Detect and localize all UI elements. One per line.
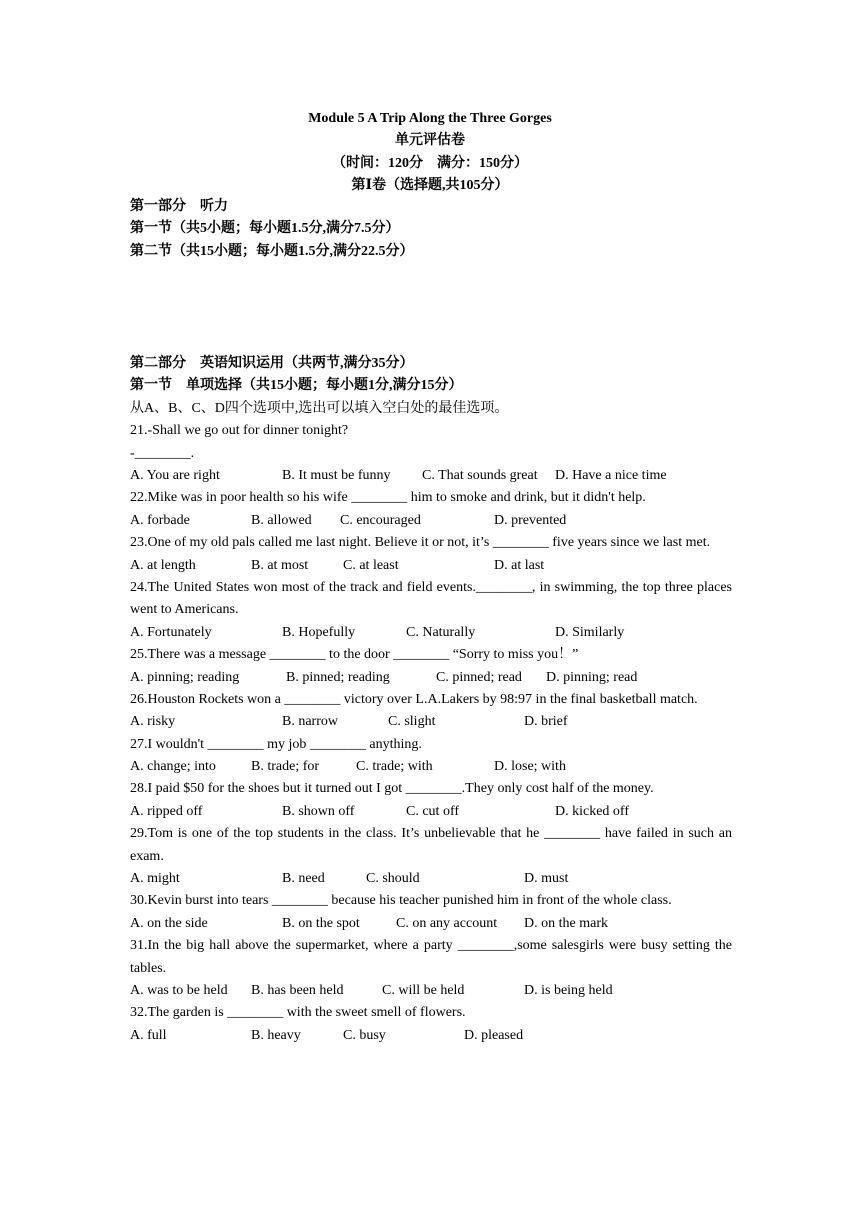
part2-heading: 第二部分 英语知识运用（共两节,满分35分） [130,356,414,371]
option-d[interactable]: D. must [524,871,569,887]
question-options [130,801,732,823]
option-b[interactable]: B. narrow [282,714,338,730]
option-d[interactable]: D. lose; with [494,759,566,775]
option-d[interactable]: D. Have a nice time [555,467,667,483]
option-b[interactable]: B. at most [251,557,309,573]
option-b[interactable]: B. Hopefully [282,624,356,640]
question-options [130,711,732,733]
option-b[interactable]: B. need [282,871,325,887]
option-a[interactable]: A. Fortunately [130,624,212,640]
option-a[interactable]: A. on the side [130,915,208,931]
option-c[interactable]: C. cut off [406,803,460,819]
option-b[interactable]: B. allowed [251,512,312,528]
option-a[interactable]: A. ripped off [130,803,203,819]
question-options [130,465,732,487]
question-stem: 32.The garden is ________ with the sweet smell of flowers. [130,1005,466,1021]
option-b[interactable]: B. It must be funny [282,467,391,483]
question-stem: 27.I wouldn't ________ my job ________ anything. [130,736,422,752]
part2-section1: 第一节 单项选择（共15小题；每小题1分,满分15分） [130,378,463,394]
option-b[interactable]: B. shown off [282,803,355,819]
option-c[interactable]: C. will be held [382,983,465,999]
option-d[interactable]: D. Similarly [555,624,625,640]
option-a[interactable]: A. might [130,871,180,887]
option-b[interactable]: B. on the spot [282,915,360,931]
option-d[interactable]: D. is being held [524,983,613,999]
document-subtitle: 单元评估卷 [395,133,465,149]
question-options [130,980,732,1002]
question-options [130,913,732,935]
option-c[interactable]: C. That sounds great [422,467,538,483]
option-d[interactable]: D. brief [524,714,568,730]
question-stem: 30.Kevin burst into tears ________ because his teacher punished him in front of the whole class. [130,893,672,909]
option-d[interactable]: D. kicked off [555,803,629,819]
option-c[interactable]: C. trade; with [356,759,433,775]
volume-heading: 第Ⅰ卷（选择题,共105分） [351,178,509,194]
question-stem: 21.-Shall we go out for dinner tonight? [130,423,349,439]
option-b[interactable]: B. heavy [251,1027,301,1043]
option-a[interactable]: A. at length [130,557,196,573]
question-options [130,622,732,644]
question-options [130,1025,732,1047]
option-a[interactable]: A. change; into [130,759,216,775]
question-stem: 26.Houston Rockets won a ________ victory over L.A.Lakers by 98:97 in the final basketball match. [130,691,698,707]
option-d[interactable]: D. prevented [494,512,567,528]
option-d[interactable]: D. at last [494,557,545,573]
part1-section1: 第一节（共5小题；每小题1.5分,满分7.5分） [130,221,400,237]
question-options [130,510,732,532]
option-c[interactable]: C. slight [388,714,436,730]
option-b[interactable]: B. has been held [251,983,344,999]
time-score-info: （时间：120分 满分：150分） [332,155,528,171]
question-options [130,756,732,778]
part1-listening [130,196,732,263]
question-stem: 31.In the big hall above the supermarket, where a party ________,some salesgirls were busy setting the tables. [130,938,732,976]
question-stem-reply: -________. [130,445,195,461]
part1-heading: 第一部分 听力 [130,199,228,214]
question-stem: 29.Tom is one of the top students in the class. It’s unbelievable that he ________ have failed in such an exam. [130,826,732,864]
option-a[interactable]: A. full [130,1027,167,1043]
question-stem: 28.I paid $50 for the shoes but it turned out I got ________.They only cost half of the money. [130,781,654,797]
option-c[interactable]: C. encouraged [340,512,421,528]
option-a[interactable]: A. forbade [130,512,190,528]
question-stem: 23.One of my old pals called me last night. Believe it or not, it’s ________ five years since we last met. [130,535,711,551]
option-d[interactable]: D. pinning; read [546,669,638,685]
question-options [130,555,732,577]
option-a[interactable]: A. risky [130,714,176,730]
option-a[interactable]: A. You are right [130,467,220,483]
option-c[interactable]: C. at least [343,557,399,573]
document-header [0,108,860,198]
option-c[interactable]: C. should [366,871,420,887]
question-stem: 22.Mike was in poor health so his wife ________ him to smoke and drink, but it didn't help. [130,490,646,506]
part1-section2: 第二节（共15小题；每小题1.5分,满分22.5分） [130,243,414,259]
option-c[interactable]: C. busy [343,1027,386,1043]
document-title: Module 5 A Trip Along the Three Gorges [308,111,552,126]
option-b[interactable]: B. trade; for [251,759,320,775]
option-c[interactable]: C. pinned; read [436,669,522,685]
option-d[interactable]: D. pleased [464,1027,524,1043]
option-d[interactable]: D. on the mark [524,915,608,931]
option-c[interactable]: C. Naturally [406,624,476,640]
part2-knowledge [130,353,732,1047]
question-options [130,667,732,689]
part2-instruction: 从A、B、C、D四个选项中,选出可以填入空白处的最佳选项。 [130,400,509,416]
option-a[interactable]: A. was to be held [130,983,228,999]
question-stem: 24.The United States won most of the track and field events.________, in swimming, the top three places went to Americans. [130,579,732,618]
option-b[interactable]: B. pinned; reading [286,669,390,685]
option-c[interactable]: C. on any account [396,915,498,931]
question-stem: 25.There was a message ________ to the door ________ “Sorry to miss you！” [130,647,579,663]
option-a[interactable]: A. pinning; reading [130,669,240,685]
question-options [130,868,732,890]
